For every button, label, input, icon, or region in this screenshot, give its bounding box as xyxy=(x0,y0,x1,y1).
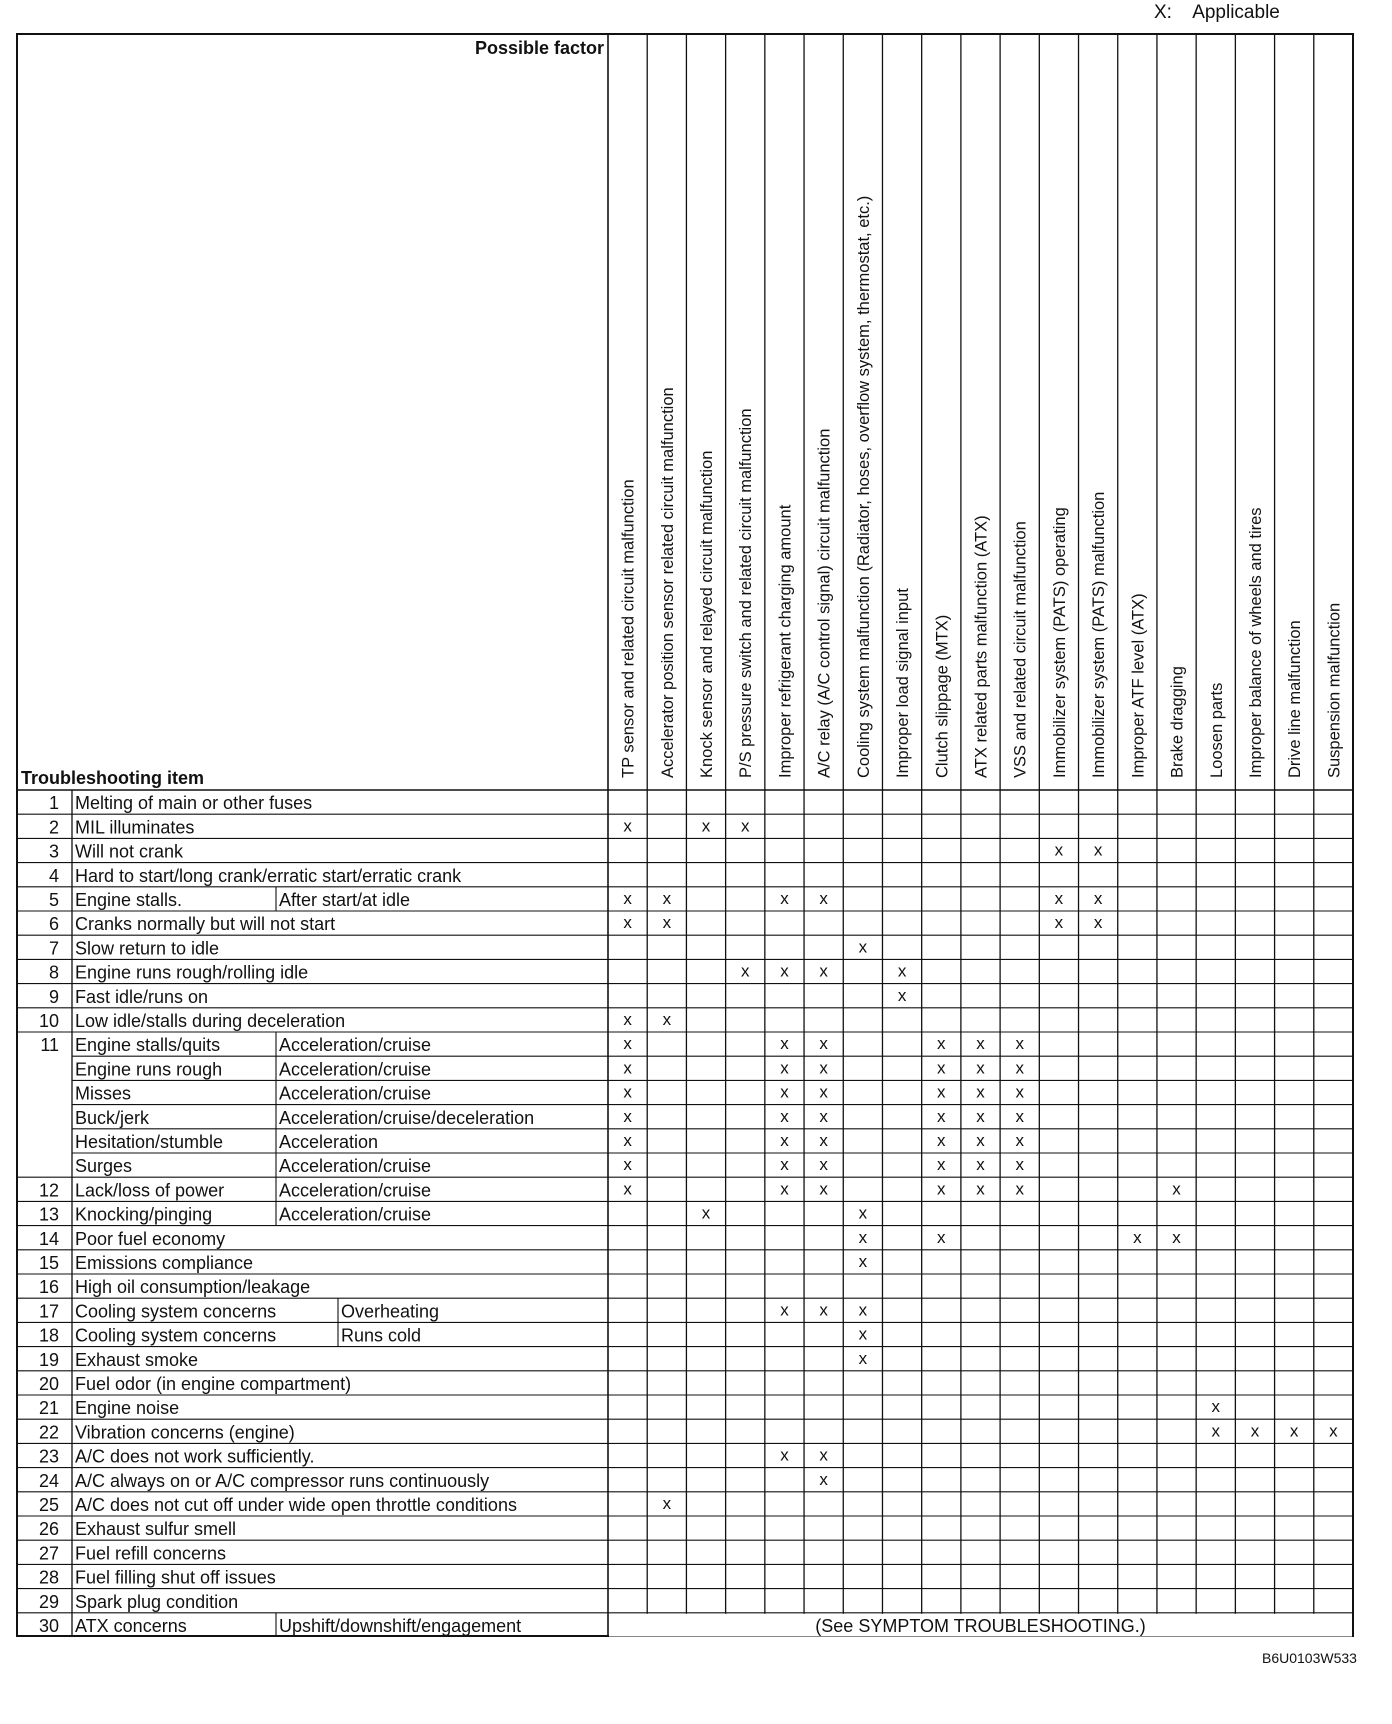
troubleshooting-item: Vibration concerns (engine) xyxy=(75,1422,295,1443)
factor-header: Immobilizer system (PATS) malfunction xyxy=(1090,491,1109,778)
troubleshooting-item: Cranks normally but will not start xyxy=(75,914,336,935)
troubleshooting-item: Knocking/pinging xyxy=(75,1204,213,1225)
factor-header: A/C relay (A/C control signal) circuit malfunction xyxy=(815,428,834,778)
condition-label: Acceleration/cruise xyxy=(279,1035,432,1056)
troubleshooting-item: Engine runs rough xyxy=(75,1059,223,1080)
condition-label: After start/at idle xyxy=(279,890,411,910)
troubleshooting-item: Hard to start/long crank/erratic start/erratic crank xyxy=(75,865,462,886)
applicable-mark: x xyxy=(1015,1179,1024,1199)
applicable-mark: x xyxy=(1211,1397,1221,1417)
troubleshooting-item: Will not crank xyxy=(75,841,184,862)
applicable-mark: x xyxy=(1250,1421,1260,1441)
row-number: 17 xyxy=(38,1301,59,1322)
applicable-mark: x xyxy=(976,1082,985,1102)
applicable-mark: x xyxy=(1015,1082,1024,1102)
applicable-mark: x xyxy=(780,1034,789,1054)
applicable-mark: x xyxy=(740,816,750,836)
applicable-mark: x xyxy=(819,1034,828,1054)
applicable-mark: x xyxy=(819,1058,828,1078)
applicable-mark: x xyxy=(937,1058,946,1078)
applicable-mark: x xyxy=(819,961,828,981)
row-number: 30 xyxy=(38,1616,59,1636)
condition-label: Overheating xyxy=(341,1301,440,1322)
row-number: 26 xyxy=(38,1519,59,1540)
factor-header: Clutch slippage (MTX) xyxy=(933,614,952,778)
factor-header: Improper refrigerant charging amount xyxy=(776,504,795,778)
row-number: 18 xyxy=(38,1325,59,1346)
applicable-mark: x xyxy=(623,1034,632,1054)
applicable-mark: x xyxy=(976,1155,985,1175)
condition-label: Acceleration xyxy=(279,1132,379,1152)
applicable-mark: x xyxy=(1172,1179,1181,1199)
applicable-mark: x xyxy=(819,1445,828,1465)
applicable-mark: x xyxy=(701,1203,711,1223)
applicable-mark: x xyxy=(976,1106,985,1126)
troubleshooting-item: Buck/jerk xyxy=(75,1107,150,1128)
applicable-mark: x xyxy=(1329,1421,1338,1441)
applicable-mark: x xyxy=(780,1106,789,1126)
applicable-mark: x xyxy=(819,1300,828,1320)
possible-factor-header: Possible factor xyxy=(474,38,604,58)
row-number: 9 xyxy=(48,986,59,1007)
factor-header: Cooling system malfunction (Radiator, hoses, overflow system, thermostat, etc.) xyxy=(854,195,873,778)
applicable-mark: x xyxy=(976,1058,985,1078)
symptom-troubleshooting-note: (See SYMPTOM TROUBLESHOOTING.) xyxy=(815,1616,1146,1636)
applicable-mark: x xyxy=(1054,840,1064,860)
row-number: 10 xyxy=(38,1011,59,1031)
applicable-mark: x xyxy=(623,1106,632,1126)
applicable-mark: x xyxy=(623,889,632,908)
applicable-mark: x xyxy=(662,913,672,933)
troubleshooting-item: Fuel refill concerns xyxy=(75,1543,227,1564)
row-number: 4 xyxy=(48,865,59,886)
troubleshooting-item: Engine stalls/quits xyxy=(75,1035,221,1056)
applicable-mark: x xyxy=(1211,1421,1221,1441)
row-number: 24 xyxy=(38,1470,59,1491)
applicable-mark: x xyxy=(819,889,828,908)
troubleshooting-item: Hesitation/stumble xyxy=(75,1132,224,1152)
applicable-mark: x xyxy=(937,1082,946,1102)
applicable-mark: x xyxy=(858,1300,868,1320)
applicable-mark: x xyxy=(976,1179,985,1199)
row-number: 1 xyxy=(48,793,59,814)
applicable-mark: x xyxy=(897,961,907,981)
troubleshooting-item: Misses xyxy=(75,1083,132,1104)
applicable-mark: x xyxy=(780,1179,789,1199)
troubleshooting-item: High oil consumption/leakage xyxy=(75,1277,311,1298)
row-number: 21 xyxy=(38,1398,59,1419)
troubleshooting-item: Lack/loss of power xyxy=(75,1180,225,1201)
applicable-mark: x xyxy=(937,1131,946,1150)
troubleshooting-item: Surges xyxy=(75,1156,133,1177)
troubleshooting-item: Low idle/stalls during deceleration xyxy=(75,1011,346,1031)
factor-header: Brake dragging xyxy=(1168,666,1187,778)
factor-header: VSS and related circuit malfunction xyxy=(1011,521,1030,778)
condition-label: Acceleration/cruise xyxy=(279,1083,432,1104)
applicable-mark: x xyxy=(1054,889,1064,908)
row-number: 15 xyxy=(38,1253,59,1273)
applicable-mark: x xyxy=(780,1445,789,1465)
legend-key: X: xyxy=(1154,2,1172,23)
factor-header: TP sensor and related circuit malfunction xyxy=(619,479,638,778)
applicable-mark: x xyxy=(662,1010,672,1029)
condition-label: Upshift/downshift/engagement xyxy=(279,1616,522,1636)
applicable-mark: x xyxy=(1289,1421,1299,1441)
factor-header: ATX related parts malfunction (ATX) xyxy=(972,515,991,778)
factor-header: Improper load signal input xyxy=(894,588,913,778)
applicable-mark: x xyxy=(780,961,789,981)
factor-header: Accelerator position sensor related circuit malfunction xyxy=(658,387,677,778)
troubleshooting-item: Engine stalls. xyxy=(75,890,183,910)
troubleshooting-item: Emissions compliance xyxy=(75,1253,254,1273)
troubleshooting-item: Exhaust sulfur smell xyxy=(75,1519,237,1540)
condition-label: Acceleration/cruise xyxy=(279,1156,432,1177)
row-number: 5 xyxy=(48,890,59,910)
applicable-mark: x xyxy=(623,816,632,836)
row-number: 3 xyxy=(48,841,59,862)
applicable-mark: x xyxy=(780,1155,789,1175)
troubleshooting-item: Fuel filling shut off issues xyxy=(75,1567,276,1588)
applicable-mark: x xyxy=(819,1179,828,1199)
applicable-mark: x xyxy=(662,1494,672,1513)
applicable-mark: x xyxy=(819,1469,828,1489)
troubleshooting-item: A/C does not work sufficiently. xyxy=(75,1446,315,1467)
applicable-mark: x xyxy=(623,1010,632,1029)
applicable-mark: x xyxy=(937,1106,946,1126)
legend-label: Applicable xyxy=(1192,2,1280,23)
row-number: 13 xyxy=(38,1204,59,1225)
condition-label: Acceleration/cruise xyxy=(279,1180,432,1201)
applicable-mark: x xyxy=(662,889,672,908)
applicable-mark: x xyxy=(780,1058,789,1078)
applicable-mark: x xyxy=(858,937,868,957)
applicable-mark: x xyxy=(858,1348,868,1368)
applicable-mark: x xyxy=(897,985,907,1005)
applicable-mark: x xyxy=(819,1106,828,1126)
applicable-mark: x xyxy=(819,1131,828,1150)
troubleshooting-item: Engine runs rough/rolling idle xyxy=(75,962,309,983)
applicable-mark: x xyxy=(858,1252,868,1271)
troubleshooting-item: ATX concerns xyxy=(75,1616,187,1636)
row-number: 19 xyxy=(38,1349,59,1370)
troubleshooting-item: Cooling system concerns xyxy=(75,1325,277,1346)
factor-header: Drive line malfunction xyxy=(1286,620,1305,778)
factor-header: Immobilizer system (PATS) operating xyxy=(1050,507,1069,778)
row-number: 8 xyxy=(48,962,59,983)
row-number: 7 xyxy=(48,938,59,959)
row-number: 14 xyxy=(38,1228,59,1249)
table-frame xyxy=(17,34,1353,1636)
row-number: 25 xyxy=(38,1495,59,1515)
applicable-mark: x xyxy=(937,1227,946,1247)
applicable-mark: x xyxy=(1093,913,1103,933)
row-number: 12 xyxy=(38,1180,59,1201)
applicable-mark: x xyxy=(623,1131,632,1150)
troubleshooting-item: Slow return to idle xyxy=(75,938,220,959)
factor-header: Suspension malfunction xyxy=(1325,602,1344,778)
applicable-mark: x xyxy=(858,1203,868,1223)
applicable-mark: x xyxy=(780,1300,789,1320)
row-number: 22 xyxy=(38,1422,59,1443)
applicable-mark: x xyxy=(1015,1058,1024,1078)
row-number: 20 xyxy=(38,1374,59,1394)
applicable-mark: x xyxy=(858,1324,868,1344)
applicable-mark: x xyxy=(780,1131,789,1150)
applicable-mark: x xyxy=(937,1179,946,1199)
troubleshooting-item-header: Troubleshooting item xyxy=(21,768,204,788)
row-number: 11 xyxy=(40,1035,59,1056)
applicable-mark: x xyxy=(1015,1155,1024,1175)
applicable-mark: x xyxy=(623,1058,632,1078)
applicable-mark: x xyxy=(623,1155,632,1175)
condition-label: Acceleration/cruise/deceleration xyxy=(279,1107,535,1128)
applicable-mark: x xyxy=(1172,1227,1181,1247)
applicable-mark: x xyxy=(1015,1106,1024,1126)
troubleshooting-item: MIL illuminates xyxy=(75,817,195,838)
factor-header: Knock sensor and relayed circuit malfunction xyxy=(698,450,717,778)
row-number: 29 xyxy=(38,1591,59,1612)
applicable-mark: x xyxy=(976,1131,985,1150)
applicable-mark: x xyxy=(623,1082,632,1102)
applicable-mark: x xyxy=(623,913,632,933)
row-number: 16 xyxy=(38,1277,59,1298)
applicable-mark: x xyxy=(937,1155,946,1175)
applicable-mark: x xyxy=(819,1155,828,1175)
applicable-mark: x xyxy=(701,816,711,836)
troubleshooting-item: Engine noise xyxy=(75,1398,180,1419)
applicable-mark: x xyxy=(1054,913,1064,933)
applicable-mark: x xyxy=(1015,1131,1024,1150)
condition-label: Runs cold xyxy=(341,1325,422,1346)
troubleshooting-item: Exhaust smoke xyxy=(75,1349,199,1370)
applicable-mark: x xyxy=(780,1082,789,1102)
troubleshooting-item: Spark plug condition xyxy=(75,1591,239,1612)
troubleshooting-item: Fast idle/runs on xyxy=(75,986,209,1007)
factor-header: P/S pressure switch and related circuit malfunction xyxy=(737,408,756,778)
troubleshooting-item: Poor fuel economy xyxy=(75,1228,226,1249)
troubleshooting-item: Melting of main or other fuses xyxy=(75,793,313,814)
applicable-mark: x xyxy=(780,889,789,908)
applicable-mark: x xyxy=(1093,840,1103,860)
row-number: 28 xyxy=(38,1567,59,1588)
factor-header: Loosen parts xyxy=(1207,682,1226,778)
applicable-mark: x xyxy=(1093,889,1103,908)
row-number: 23 xyxy=(38,1446,59,1467)
factor-header: Improper ATF level (ATX) xyxy=(1129,593,1148,778)
applicable-mark: x xyxy=(623,1179,632,1199)
troubleshooting-item: A/C does not cut off under wide open throttle conditions xyxy=(75,1495,517,1515)
applicable-mark: x xyxy=(858,1227,868,1247)
applicable-mark: x xyxy=(1015,1034,1024,1054)
row-number: 27 xyxy=(38,1543,59,1564)
applicable-mark: x xyxy=(937,1034,946,1054)
applicable-mark: x xyxy=(976,1034,985,1054)
factor-header: Improper balance of wheels and tires xyxy=(1246,507,1265,778)
applicable-mark: x xyxy=(1133,1227,1142,1247)
row-number: 2 xyxy=(48,817,59,838)
troubleshooting-item: A/C always on or A/C compressor runs continuously xyxy=(75,1470,490,1491)
troubleshooting-item: Cooling system concerns xyxy=(75,1301,277,1322)
figure-code: B6U0103W533 xyxy=(1262,1650,1357,1666)
troubleshooting-item: Fuel odor (in engine compartment) xyxy=(75,1374,352,1394)
row-number: 6 xyxy=(48,914,59,935)
applicable-mark: x xyxy=(740,961,750,981)
condition-label: Acceleration/cruise xyxy=(279,1204,432,1225)
applicable-mark: x xyxy=(819,1082,828,1102)
condition-label: Acceleration/cruise xyxy=(279,1059,432,1080)
